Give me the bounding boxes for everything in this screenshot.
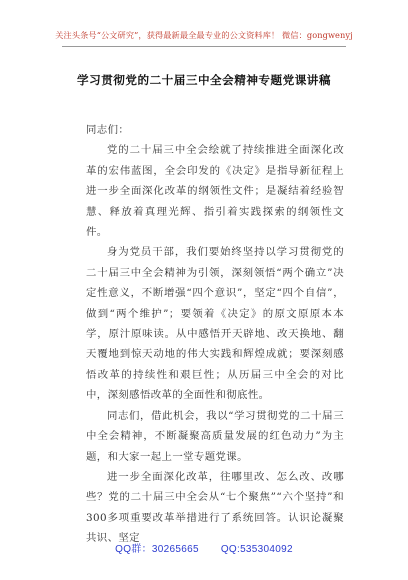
footer-qq-group: QQ群：30265665	[115, 544, 199, 555]
paragraph-4: 进一步全面深化改革，往哪里改、怎么改、改哪些？党的二十届三中全会从“七个聚焦”“六个坚持”和300多项重要改革举措进行了系统回答。认识论凝聚共识、坚定	[86, 470, 344, 545]
footer-qq: QQ:535304092	[220, 544, 293, 555]
document-body	[86, 120, 344, 549]
document-title: 学习贯彻党的二十届三中全会精神专题党课讲稿	[77, 73, 331, 87]
header-divider	[62, 46, 346, 47]
header-notice: 关注头条号“公文研究”，获得最新最全最专业的公文资料库！ 微信：gongwenyj	[55, 30, 353, 40]
paragraph-3: 同志们，借此机会，我以“学习贯彻党的二十届三中全会精神，不断凝聚高质量发展的红色动力”为主题，和大家一起上一堂专题党课。	[86, 409, 344, 463]
paragraph-1: 党的二十届三中全会绘就了持续推进全面深化改革的宏伟蓝图，全会印发的《决定》是指导新征程上进一步全面深化改革的纲领性文件；是凝结着经验智慧、释放着真理光辉、指引着实践探索的纲领性文件。	[86, 144, 344, 239]
footer-contact	[0, 540, 408, 555]
greeting: 同志们：	[86, 124, 130, 136]
paragraph-2: 身为党员干部，我们要始终坚持以学习贯彻党的二十届三中全会精神为引领，深刻领悟“两个确立”决定性意义，不断增强“四个意识”，坚定“四个自信”，做到“两个维护”；要领着《决定》的原文原原本本学，原汁原味读。从中感悟开天辟地、改天换地、翻天覆地到惊天动地的伟大实践和辉煌成就；要深刻感悟改革的持续性和艰巨性；从历届三中全会的对比中，深刻感悟改革的全面性和彻底性。	[86, 246, 344, 402]
